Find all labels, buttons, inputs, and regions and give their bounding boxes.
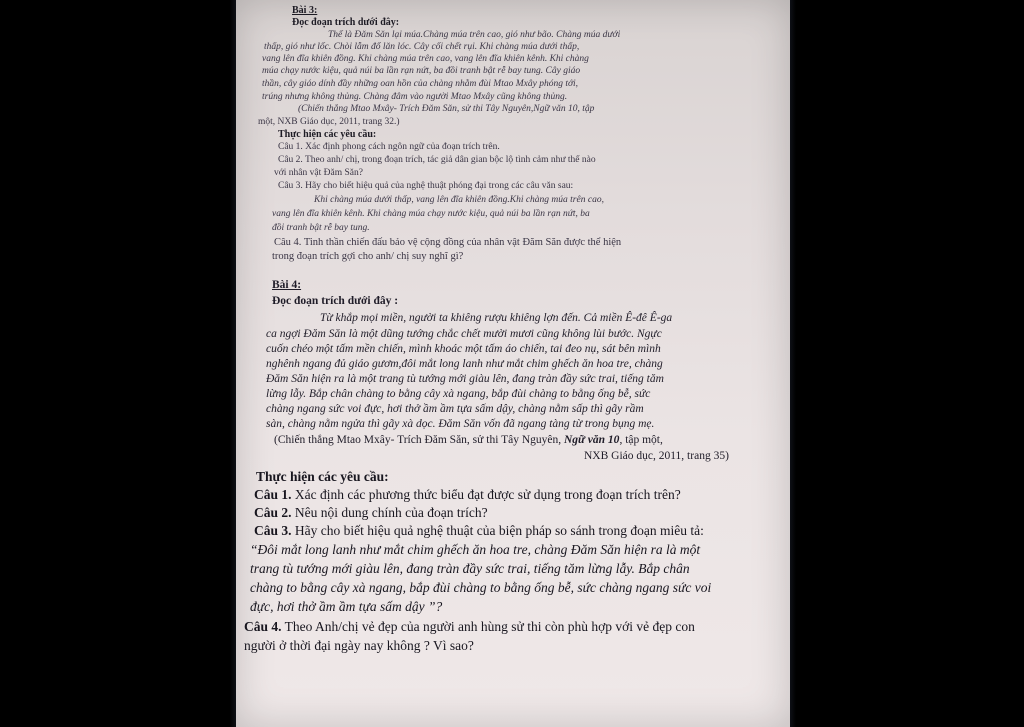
- bai3-source: (Chiến thắng Mtao Mxây- Trích Đăm Săn, sử thi Tây Nguyên,Ngữ văn 10, tập: [298, 104, 595, 114]
- bai4-quote-line: “Đôi mắt long lanh như mắt chim ghếch ăn hoa tre, chàng Đăm Săn hiện ra là một: [250, 542, 701, 557]
- bai4-passage-line: Đăm Săn hiện ra là một trang tù tướng mới giàu lên, đang tràn đầy sức trai, tiếng tăm: [266, 373, 664, 385]
- bai3-source: một, NXB Giáo dục, 2011, trang 32.): [258, 117, 400, 127]
- bai4-instruction: Đọc đoạn trích dưới đây :: [272, 295, 399, 307]
- bai3-question-1: Câu 1. Xác định phong cách ngôn ngữ của đoạn trích trên.: [278, 142, 500, 152]
- bai4-passage-line: Từ khắp mọi miền, người ta khiêng rượu khiêng lợn đến. Cả miền Ê-đê Ê-ga: [320, 312, 673, 324]
- bai4-quote-line: đực, hơi thở ầm ầm tựa sấm dậy ”?: [250, 599, 443, 614]
- bai3-passage-line: trúng nhưng không thủng. Chàng đâm vào người Mtao Mxây cũng không thủng.: [262, 92, 568, 102]
- bai4-quote-line: trang tù tướng mới giàu lên, đang tràn đầy sức trai, tiếng tăm lừng lẫy. Bắp chân: [250, 561, 690, 576]
- bai3-passage-line: thần, cây giáo dính đầy những oan hồn của chàng nhằm đùi Mtao Mxây phóng tới,: [262, 79, 579, 89]
- exam-paper: [236, 0, 790, 727]
- bai3-question-4: Câu 4. Tinh thần chiến đấu bảo vệ cộng đồng của nhân vật Đăm Săn được thể hiện: [274, 237, 622, 248]
- bai4-passage-line: sàn, chàng nằm ngửa thì gãy xà dọc. Đăm Săn vốn đã ngang tàng từ trong bụng mẹ.: [266, 418, 655, 430]
- bai4-question-3: Câu 3. Hãy cho biết hiệu quả nghệ thuật của biện pháp so sánh trong đoạn miêu tả:: [254, 523, 704, 538]
- bai4-source-line-2: NXB Giáo dục, 2011, trang 35): [584, 450, 729, 462]
- bai3-quote-line: Khi chàng múa dưới thấp, vang lên đĩa khiên đồng.Khi chàng múa trên cao,: [314, 195, 604, 205]
- bai4-question-2: Câu 2. Nêu nội dung chính của đoạn trích?: [254, 505, 488, 520]
- bai3-passage-line: vang lên đĩa khiên đồng. Khi chàng múa trên cao, vang lên đĩa khiên kênh. Khi chàng: [262, 54, 589, 64]
- bai3-instruction: Đọc đoạn trích dưới đây:: [292, 17, 400, 28]
- bai4-question-4-cont: người ở thời đại ngày nay không ? Vì sao?: [244, 638, 474, 653]
- bai3-question-4: trong đoạn trích gợi cho anh/ chị suy nghĩ gì?: [272, 251, 464, 262]
- bai3-quote-line: vang lên đĩa khiên kênh. Khi chàng múa chạy nước kiệu, quả núi ba lần rạn nứt, ba: [272, 209, 590, 219]
- bai4-passage-line: cuốn chéo một tấm mền chiến, mình khoác một tấm áo chiến, tai đeo nụ, sát bên mình: [266, 343, 661, 355]
- bai3-passage-line: Thế là Đăm Săn lại múa.Chàng múa trên cao, gió như bão. Chàng múa dưới: [328, 30, 621, 40]
- bai3-quote-line: đồi tranh bật rễ bay tung.: [272, 223, 370, 233]
- bai4-passage-line: lừng lẫy. Bắp chân chàng to bằng cây xà ngang, bắp đùi chàng to bằng ống bễ, sức: [266, 388, 651, 400]
- bai3-question-3: Câu 3. Hãy cho biết hiệu quả của nghệ thuật phóng đại trong các câu văn sau:: [278, 181, 574, 191]
- bai4-quote-line: chàng to bằng cây xà ngang, bắp đùi chàng to bằng ống bễ, sức chàng ngang sức voi: [250, 580, 712, 595]
- bai4-question-4: Câu 4. Theo Anh/chị vẻ đẹp của người anh hùng sử thi còn phù hợp với vẻ đẹp con: [244, 619, 695, 634]
- bai3-tasks-heading: Thực hiện các yêu cầu:: [278, 129, 377, 140]
- bai3-title: Bài 3:: [292, 5, 318, 16]
- bai4-title: Bài 4:: [272, 279, 302, 291]
- bai3-question-2: với nhân vật Đăm Săn?: [274, 168, 363, 178]
- bai4-passage-line: ca ngợi Đăm Săn là một dũng tướng chắc chết mười mươi cũng không lùi bước. Ngực: [266, 328, 662, 340]
- bai3-passage-line: thấp, gió như lốc. Chòi lẫm đổ lăn lóc. Cây cối chết rụi. Khi chàng múa dưới thấp,: [264, 42, 580, 52]
- bai3-passage-line: múa chạy nước kiệu, quả núi ba lần rạn nứt, ba đồi tranh bật rễ bay tung. Cây giáo: [262, 66, 581, 76]
- bai4-passage-line: nghênh ngang đủ giáo gươm,đôi mắt long lanh như mắt chim ghếch ăn hoa tre, chàng: [266, 358, 663, 370]
- bai4-tasks-heading: Thực hiện các yêu cầu:: [256, 469, 389, 484]
- bai4-passage-line: chàng ngang sức voi đực, hơi thở ầm ầm tựa sấm dậy, chàng nằm sấp thì gãy rầm: [266, 403, 644, 415]
- bai4-source-line-1: (Chiến thắng Mtao Mxây- Trích Đăm Săn, sử thi Tây Nguyên, Ngữ văn 10, tập một,: [274, 434, 663, 446]
- bai3-question-2: Câu 2. Theo anh/ chị, trong đoạn trích, tác giả dân gian bộc lộ tình cảm như thế nào: [278, 155, 596, 165]
- bai4-question-1: Câu 1. Xác định các phương thức biểu đạt được sử dụng trong đoạn trích trên?: [254, 487, 681, 502]
